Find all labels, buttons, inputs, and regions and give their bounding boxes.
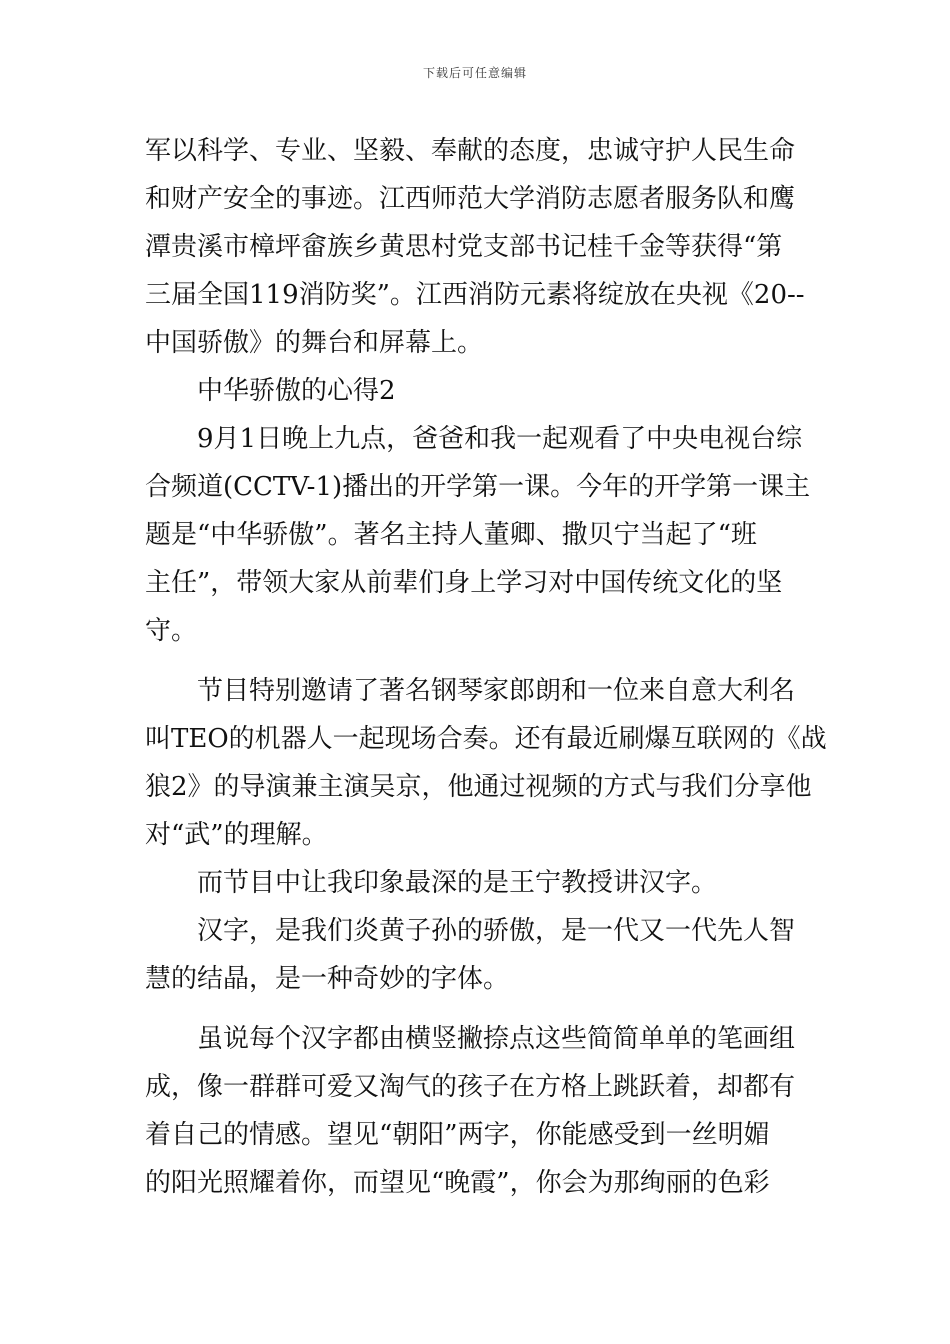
text-line: 慧的结晶，是一种奇妙的字体。 [145,964,510,994]
text-line: 题是“中华骄傲”。著名主持人董卿、撒贝宁当起了“班 [145,520,757,550]
text-line: 中国骄傲》的舞台和屏幕上。 [145,328,484,358]
text-line: 潭贵溪市樟坪畲族乡黄思村党支部书记桂千金等获得“第 [145,232,783,262]
text-line: 合频道(CCTV-1)播出的开学第一课。今年的开学第一课主 [145,472,811,502]
text-line: 的阳光照耀着你，而望见“晚霞”，你会为那绚丽的色彩 [145,1168,770,1198]
text-line: 狼2》的导演兼主演吴京，他通过视频的方式与我们分享他 [145,772,812,802]
text-line: 军以科学、专业、坚毅、奉献的态度，忠诚守护人民生命 [145,136,796,166]
text-line: 9月1日晚上九点，爸爸和我一起观看了中央电视台综 [197,424,803,454]
text-line: 三届全国119消防奖”。江西消防元素将绽放在央视《20-- [145,280,805,310]
text-line: 叫TEO的机器人一起现场合奏。还有最近刷爆互联网的《战 [145,724,827,754]
text-line: 而节目中让我印象最深的是王宁教授讲汉字。 [197,868,718,898]
text-line: 守。 [145,616,198,646]
text-line: 汉字，是我们炎黄子孙的骄傲，是一代又一代先人智 [197,916,796,946]
text-line: 虽说每个汉字都由横竖撇捺点这些简简单单的笔画组 [197,1024,796,1054]
text-line: 节目特别邀请了著名钢琴家郎朗和一位来自意大利名 [197,676,796,706]
text-line: 成，像一群群可爱又淘气的孩子在方格上跳跃着，却都有 [145,1072,796,1102]
text-line: 对“武”的理解。 [145,820,328,850]
page-header: 下载后可任意编辑 [422,66,527,80]
section-heading: 中华骄傲的心得2 [197,376,396,406]
text-line: 着自己的情感。望见“朝阳”两字，你能感受到一丝明媚 [145,1120,770,1150]
document-body [145,127,827,1207]
text-line: 主任”，带领大家从前辈们身上学习对中国传统文化的坚 [145,568,783,598]
text-line: 和财产安全的事迹。江西师范大学消防志愿者服务队和鹰 [145,184,796,214]
